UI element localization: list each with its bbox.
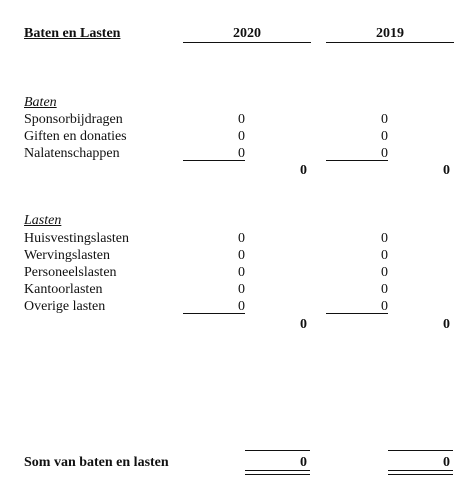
line-item-value-2019: 0 — [381, 112, 388, 127]
summary-double-rule-2020 — [245, 470, 310, 475]
line-item-value-2020: 0 — [238, 299, 245, 314]
line-item-value-2019: 0 — [381, 299, 388, 314]
column-header-2019: 2019 — [376, 26, 404, 41]
line-item-label: Giften en donaties — [24, 129, 127, 144]
summary-double-rule-2019 — [388, 470, 453, 475]
column-header-2020: 2020 — [233, 26, 261, 41]
line-item-value-2020: 0 — [238, 248, 245, 263]
line-item-value-2019: 0 — [381, 129, 388, 144]
subtotal-rule-2019 — [326, 313, 388, 314]
line-item-label: Personeelslasten — [24, 265, 117, 280]
lasten-total-2020: 0 — [300, 317, 307, 332]
summary-value-2019: 0 — [443, 455, 450, 470]
baten-total-2019: 0 — [443, 163, 450, 178]
baten-total-2020: 0 — [300, 163, 307, 178]
section-heading-baten: Baten — [24, 95, 57, 110]
line-item-value-2020: 0 — [238, 146, 245, 161]
line-item-value-2020: 0 — [238, 282, 245, 297]
statement-title: Baten en Lasten — [24, 26, 121, 41]
summary-label: Som van baten en lasten — [24, 455, 169, 470]
line-item-label: Nalatenschappen — [24, 146, 120, 161]
summary-rule-2019 — [388, 450, 453, 451]
line-item-label: Overige lasten — [24, 299, 106, 314]
line-item-label: Huisvestingslasten — [24, 231, 129, 246]
line-item-value-2020: 0 — [238, 129, 245, 144]
line-item-value-2020: 0 — [238, 265, 245, 280]
line-item-value-2019: 0 — [381, 265, 388, 280]
line-item-label: Kantoorlasten — [24, 282, 103, 297]
subtotal-rule-2019 — [326, 160, 388, 161]
line-item-value-2020: 0 — [238, 112, 245, 127]
header-rule-2020 — [183, 42, 311, 43]
summary-value-2020: 0 — [300, 455, 307, 470]
subtotal-rule-2020 — [183, 160, 245, 161]
line-item-value-2019: 0 — [381, 146, 388, 161]
line-item-label: Wervingslasten — [24, 248, 110, 263]
header-rule-2019 — [326, 42, 454, 43]
line-item-value-2019: 0 — [381, 282, 388, 297]
lasten-total-2019: 0 — [443, 317, 450, 332]
section-heading-lasten: Lasten — [24, 213, 62, 228]
line-item-label: Sponsorbijdragen — [24, 112, 123, 127]
line-item-value-2020: 0 — [238, 231, 245, 246]
subtotal-rule-2020 — [183, 313, 245, 314]
line-item-value-2019: 0 — [381, 248, 388, 263]
summary-rule-2020 — [245, 450, 310, 451]
line-item-value-2019: 0 — [381, 231, 388, 246]
